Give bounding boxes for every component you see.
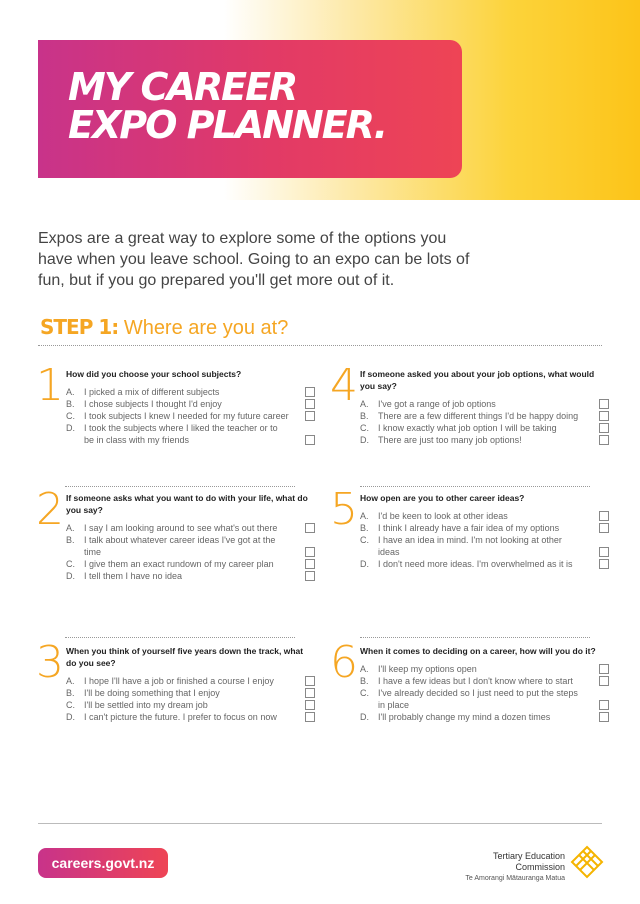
option-letter: A.	[360, 399, 369, 409]
org-name-2: Commission	[515, 862, 565, 872]
option[interactable]	[360, 663, 607, 675]
option-letter: D.	[360, 712, 369, 722]
checkbox[interactable]	[599, 664, 609, 674]
option-text: I chose subjects I thought I'd enjoy	[84, 399, 222, 409]
careers-link[interactable]: careers.govt.nz	[38, 848, 168, 878]
question-3	[36, 637, 313, 723]
option-letter: A.	[360, 664, 369, 674]
option[interactable]	[66, 675, 313, 687]
option-letter: C.	[360, 535, 369, 545]
option-letter: D.	[360, 435, 369, 445]
option-letter: C.	[66, 700, 75, 710]
checkbox[interactable]	[305, 411, 315, 421]
option-text: I picked a mix of different subjects	[84, 387, 220, 397]
option[interactable]	[66, 711, 313, 723]
option-letter: A.	[360, 511, 369, 521]
title-line-1: MY CAREER	[68, 65, 297, 109]
option-letter: D.	[66, 571, 75, 581]
option[interactable]	[66, 534, 313, 558]
org-name-1: Tertiary Education	[492, 851, 565, 861]
options-list	[360, 398, 607, 446]
checkbox[interactable]	[599, 547, 609, 557]
option-letter: C.	[66, 559, 75, 569]
question-text: When you think of yourself five years down the track, what do you see?	[66, 646, 304, 668]
options-list	[66, 522, 313, 582]
option-text: I'll be doing something that I enjoy	[84, 688, 220, 698]
checkbox[interactable]	[305, 559, 315, 569]
checkbox[interactable]	[599, 559, 609, 569]
divider	[65, 637, 295, 638]
divider	[65, 486, 295, 487]
option[interactable]	[360, 534, 607, 558]
option-text: I'll keep my options open	[378, 664, 477, 674]
option[interactable]	[360, 422, 607, 434]
option[interactable]	[360, 398, 607, 410]
checkbox[interactable]	[599, 712, 609, 722]
option-text: I've got a range of job options	[378, 399, 496, 409]
checkbox[interactable]	[305, 435, 315, 445]
question-1	[36, 360, 313, 446]
intro-text: Expos are a great way to explore some of the options you have when you leave school. Going to an expo can be lots of fun, but if you go prepared you'll get more out of it.	[38, 230, 470, 289]
option[interactable]	[360, 410, 607, 422]
checkbox[interactable]	[305, 571, 315, 581]
option-text: I've already decided so I just need to put the steps in place	[378, 688, 578, 710]
question-text: When it comes to deciding on a career, how will you do it?	[360, 646, 596, 656]
option-letter: B.	[66, 399, 75, 409]
option-letter: A.	[66, 387, 75, 397]
checkbox[interactable]	[305, 547, 315, 557]
question-number: 2	[36, 484, 64, 535]
option-text: I'd be keen to look at other ideas	[378, 511, 508, 521]
option-text: I give them an exact rundown of my career plan	[84, 559, 274, 569]
tec-logo-icon	[570, 845, 604, 879]
options-list	[66, 675, 313, 723]
question-number: 6	[330, 637, 358, 688]
question-6	[330, 637, 607, 723]
question-number: 5	[330, 484, 358, 535]
option-text: I don't need more ideas. I'm overwhelmed as it is	[378, 559, 573, 569]
option-letter: B.	[66, 688, 75, 698]
option-letter: A.	[66, 676, 75, 686]
option[interactable]	[66, 522, 313, 534]
option[interactable]	[360, 687, 607, 711]
option-letter: D.	[66, 712, 75, 722]
step-title: Where are you at?	[123, 317, 289, 339]
option-text: I have a few ideas but I don't know where to start	[378, 676, 573, 686]
question-text: If someone asks what you want to do with your life, what do you say?	[66, 493, 308, 515]
divider	[360, 486, 590, 487]
options-list	[360, 510, 607, 570]
option-text: I have an idea in mind. I'm not looking at other ideas	[378, 535, 562, 557]
question-4	[330, 360, 607, 446]
checkbox[interactable]	[599, 511, 609, 521]
option-letter: B.	[360, 523, 369, 533]
option-letter: D.	[360, 559, 369, 569]
option[interactable]	[66, 558, 313, 570]
question-5	[330, 484, 607, 570]
checkbox[interactable]	[305, 523, 315, 533]
option-text: I say I am looking around to see what's out there	[84, 523, 278, 533]
options-list	[360, 663, 607, 723]
question-number: 1	[36, 360, 64, 411]
option-text: There are just too many job options!	[378, 435, 522, 445]
checkbox[interactable]	[305, 676, 315, 686]
checkbox[interactable]	[599, 411, 609, 421]
option-text: I think I already have a fair idea of my options	[378, 523, 560, 533]
option[interactable]	[66, 570, 313, 582]
option-text: I can't picture the future. I prefer to focus on now	[84, 712, 277, 722]
option-letter: B.	[66, 535, 75, 545]
step-label: STEP 1:	[40, 315, 119, 339]
option-text: I'll be settled into my dream job	[84, 700, 208, 710]
option-text: I know exactly what job option I will be taking	[378, 423, 557, 433]
option[interactable]	[66, 422, 313, 446]
question-2	[36, 484, 313, 582]
option-letter: C.	[360, 423, 369, 433]
question-number: 3	[36, 637, 64, 688]
checkbox[interactable]	[305, 387, 315, 397]
org-maori-name: Te Amorangi Mātauranga Matua	[465, 875, 565, 882]
option-letter: D.	[66, 423, 75, 433]
option[interactable]	[360, 711, 607, 723]
option[interactable]	[360, 434, 607, 446]
question-text: How open are you to other career ideas?	[360, 493, 525, 503]
option-text: I talk about whatever career ideas I've got at the time	[84, 535, 276, 557]
checkbox[interactable]	[599, 423, 609, 433]
option-letter: B.	[360, 411, 369, 421]
checkbox[interactable]	[599, 399, 609, 409]
checkbox[interactable]	[599, 435, 609, 445]
checkbox[interactable]	[599, 523, 609, 533]
option-text: I hope I'll have a job or finished a course I enjoy	[84, 676, 274, 686]
option-text: I took subjects I knew I needed for my future career	[84, 411, 289, 421]
option-letter: B.	[360, 676, 369, 686]
option-letter: C.	[66, 411, 75, 421]
divider	[38, 345, 602, 346]
option[interactable]	[360, 510, 607, 522]
option-letter: C.	[360, 688, 369, 698]
option-text: There are a few different things I'd be happy doing	[378, 411, 579, 421]
divider	[360, 637, 590, 638]
option[interactable]	[66, 386, 313, 398]
title-banner	[38, 40, 462, 178]
option[interactable]	[66, 687, 313, 699]
step-heading	[40, 315, 288, 340]
option-text: I took the subjects where I liked the teacher or to be in class with my friends	[84, 423, 278, 445]
option[interactable]	[360, 522, 607, 534]
option[interactable]	[66, 410, 313, 422]
footer-divider	[38, 823, 602, 824]
question-text: If someone asked you about your job options, what would you say?	[360, 369, 595, 391]
page-title	[68, 65, 387, 147]
option[interactable]	[66, 398, 313, 410]
option-text: I tell them I have no idea	[84, 571, 183, 581]
tec-logo-text	[465, 851, 565, 884]
option[interactable]	[360, 558, 607, 570]
option-letter: A.	[66, 523, 75, 533]
title-line-2: EXPO PLANNER.	[68, 103, 387, 147]
checkbox[interactable]	[599, 676, 609, 686]
options-list	[66, 386, 313, 446]
checkbox[interactable]	[305, 688, 315, 698]
option[interactable]	[66, 699, 313, 711]
question-text: How did you choose your school subjects?	[66, 369, 242, 379]
checkbox[interactable]	[305, 700, 315, 710]
checkbox[interactable]	[305, 399, 315, 409]
checkbox[interactable]	[599, 700, 609, 710]
question-number: 4	[330, 360, 358, 411]
checkbox[interactable]	[305, 712, 315, 722]
option-text: I'll probably change my mind a dozen times	[378, 712, 551, 722]
option[interactable]	[360, 675, 607, 687]
